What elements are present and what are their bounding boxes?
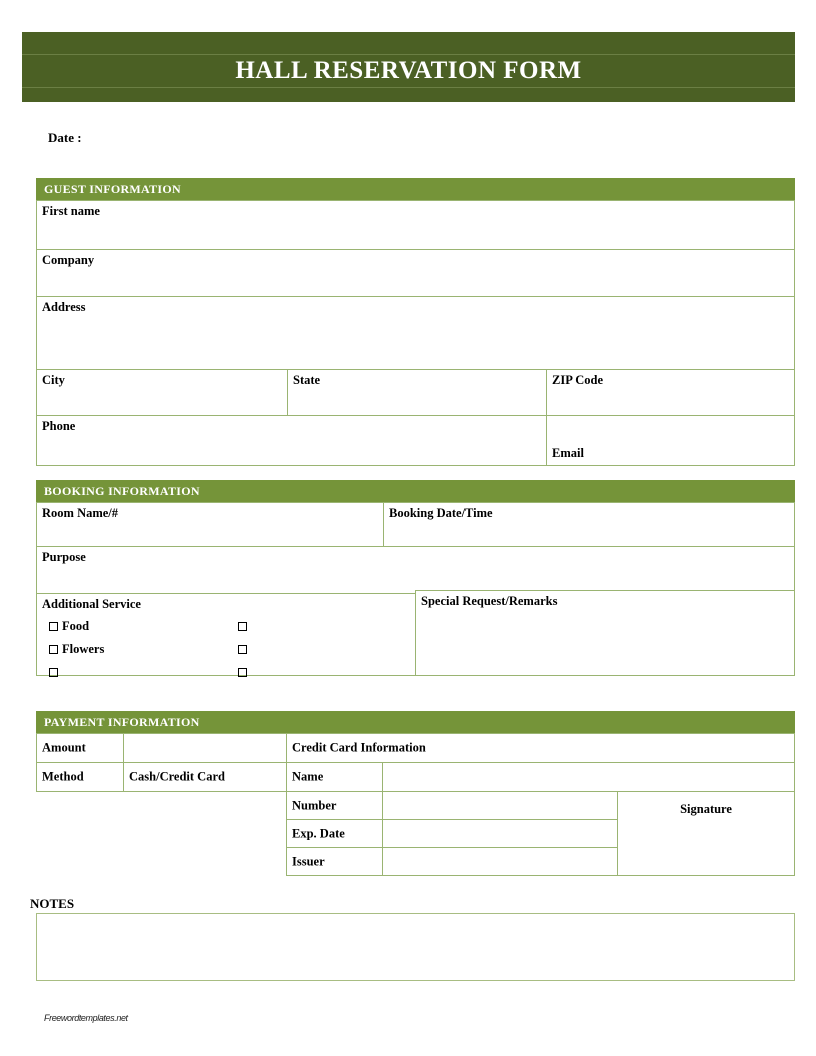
service-row-1-left[interactable] — [49, 619, 89, 634]
method-value: Cash/Credit Card — [129, 769, 225, 784]
banner-rule-bottom — [22, 87, 795, 88]
room-name-field[interactable] — [36, 502, 384, 547]
zip-code-label: ZIP Code — [552, 373, 604, 387]
title-banner — [22, 32, 795, 102]
method-value-cell[interactable] — [123, 762, 287, 792]
address-label: Address — [42, 300, 86, 314]
payment-information-section — [36, 711, 795, 883]
city-field[interactable] — [36, 369, 288, 416]
booking-datetime-field[interactable] — [383, 502, 795, 547]
city-label: City — [42, 373, 65, 387]
guest-grid — [36, 200, 795, 468]
card-exp-date-value-cell[interactable] — [382, 819, 618, 848]
signature-label: Signature — [680, 802, 732, 816]
service-row-1-right[interactable] — [238, 619, 251, 634]
card-issuer-value-cell[interactable] — [382, 847, 618, 876]
card-exp-date-label-cell — [286, 819, 383, 848]
amount-label-cell — [36, 733, 124, 763]
amount-label: Amount — [42, 740, 86, 755]
page-title: HALL RESERVATION FORM — [235, 57, 582, 84]
card-issuer-label-cell — [286, 847, 383, 876]
notes-textarea[interactable] — [36, 913, 795, 981]
checkbox-icon[interactable] — [49, 622, 58, 631]
booking-datetime-label: Booking Date/Time — [389, 506, 493, 520]
payment-grid — [36, 733, 795, 883]
service-option-2-left-label: Flowers — [62, 642, 105, 656]
checkbox-icon[interactable] — [49, 645, 58, 654]
zip-code-field[interactable] — [546, 369, 795, 416]
first-name-field[interactable] — [36, 200, 795, 250]
credit-card-information-cell — [286, 733, 795, 763]
guest-information-section — [36, 178, 795, 468]
card-number-label-cell — [286, 791, 383, 820]
service-row-3-left[interactable] — [49, 665, 62, 680]
card-name-value-cell[interactable] — [382, 762, 795, 792]
card-exp-date-label: Exp. Date — [292, 826, 345, 840]
company-label: Company — [42, 253, 95, 267]
special-request-field[interactable] — [415, 590, 795, 676]
state-field[interactable] — [287, 369, 547, 416]
phone-field[interactable] — [36, 415, 547, 466]
purpose-label: Purpose — [42, 550, 86, 564]
company-field[interactable] — [36, 249, 795, 297]
notes-label: NOTES — [30, 896, 75, 911]
additional-service-field[interactable] — [36, 593, 416, 676]
card-number-label: Number — [292, 798, 337, 812]
guest-section-header: GUEST INFORMATION — [36, 178, 795, 200]
booking-grid — [36, 502, 795, 702]
purpose-field[interactable] — [36, 546, 795, 594]
date-label: Date : — [48, 130, 82, 145]
service-row-2-right[interactable] — [238, 642, 251, 657]
booking-section-header: BOOKING INFORMATION — [36, 480, 795, 502]
checkbox-icon[interactable] — [238, 668, 247, 677]
method-label: Method — [42, 769, 84, 784]
card-name-label-cell — [286, 762, 383, 792]
checkbox-icon[interactable] — [238, 645, 247, 654]
payment-section-header: PAYMENT INFORMATION — [36, 711, 795, 733]
email-field[interactable] — [546, 415, 795, 466]
amount-value-cell[interactable] — [123, 733, 287, 763]
signature-cell[interactable] — [617, 791, 795, 876]
service-option-1-left-label: Food — [62, 619, 90, 633]
card-name-label: Name — [292, 769, 324, 784]
card-number-value-cell[interactable] — [382, 791, 618, 820]
checkbox-icon[interactable] — [49, 668, 58, 677]
room-name-label: Room Name/# — [42, 506, 119, 520]
service-row-2-left[interactable] — [49, 642, 104, 657]
special-request-label: Special Request/Remarks — [421, 594, 558, 608]
checkbox-icon[interactable] — [238, 622, 247, 631]
booking-information-section — [36, 480, 795, 702]
state-label: State — [293, 373, 321, 387]
additional-service-label: Additional Service — [42, 597, 141, 611]
phone-label: Phone — [42, 419, 76, 433]
method-label-cell — [36, 762, 124, 792]
address-field[interactable] — [36, 296, 795, 370]
footer-credit: Freewordtemplates.net — [44, 1013, 128, 1023]
first-name-label: First name — [42, 204, 100, 218]
service-row-3-right[interactable] — [238, 665, 251, 680]
credit-card-information-label: Credit Card Information — [292, 740, 426, 755]
card-issuer-label: Issuer — [292, 854, 325, 868]
email-label: Email — [552, 446, 584, 460]
